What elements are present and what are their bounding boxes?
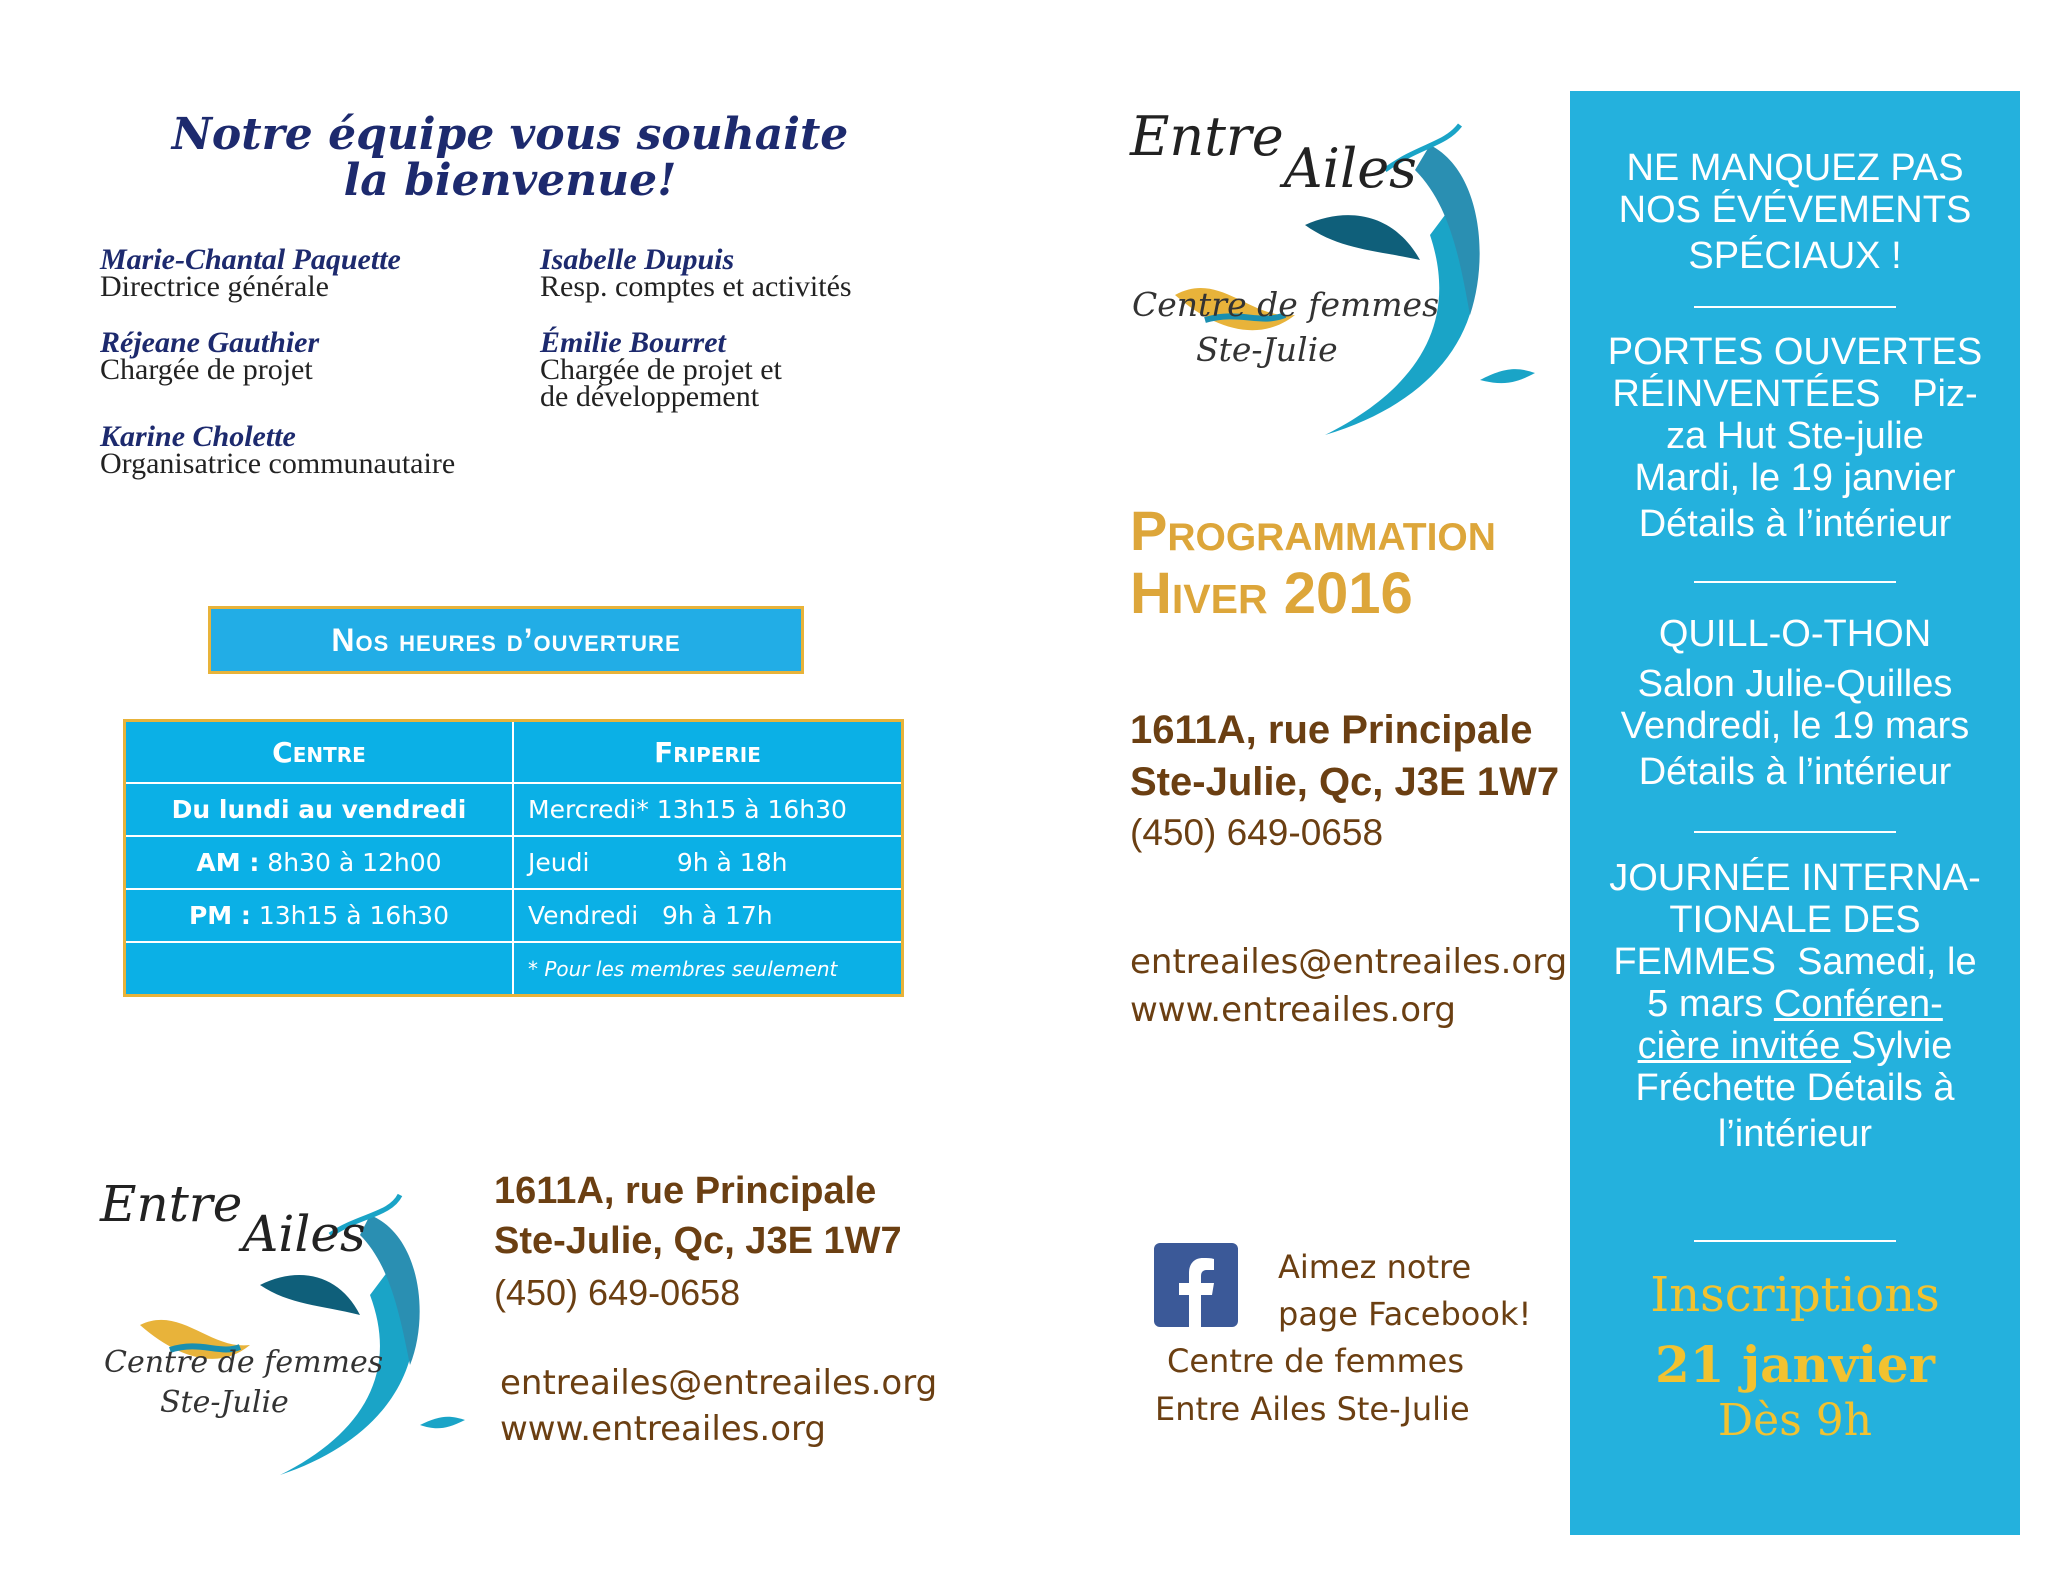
hours-banner [208, 606, 804, 674]
centre-cell: Du lundi au vendredi [125, 783, 514, 836]
events-header: NE MANQUEZ PAS NOS ÉVÉVEMENTS SPÉCIAUX ! [1618, 147, 1972, 277]
facebook-icon[interactable] [1154, 1243, 1238, 1327]
logo-sub-2: Ste-Julie [160, 1385, 289, 1420]
logo-title: EntreAiles [1130, 105, 1417, 200]
event-quill-o-thon: QUILL-O-THON Salon Julie-Quilles Vendredi, le 19 mars Détails à l’intérieur [1620, 613, 1970, 793]
friperie-cell: Mercredi* 13h15 à 16h30 [513, 783, 903, 836]
address-line-2: Ste-Julie, Qc, J3E 1W7 [494, 1220, 902, 1262]
welcome-title-line1: Notre équipe vous souhaite [171, 109, 849, 160]
staff-name: Marie-Chantal Paquette [100, 243, 401, 276]
divider [1694, 1240, 1896, 1242]
program-line-1: Programmation [1130, 499, 1496, 562]
divider [1694, 831, 1896, 833]
address-line-1: 1611A, rue Principale [494, 1170, 877, 1212]
staff-role: Organisatrice communautaire [100, 447, 456, 480]
welcome-title [100, 109, 920, 206]
address-line-2: Ste-Julie, Qc, J3E 1W7 [1130, 760, 1560, 804]
email-link[interactable]: entreailes@entreailes.org [500, 1363, 938, 1403]
staff-role: Directrice générale [100, 270, 329, 303]
inscriptions-date: 21 janvier [1654, 1335, 1936, 1394]
inscriptions-label: Inscriptions [1650, 1267, 1940, 1323]
website-link[interactable]: www.entreailes.org [1130, 990, 1456, 1030]
centre-cell: PM : 13h15 à 16h30 [125, 889, 514, 942]
welcome-title-line2: la bienvenue! [343, 155, 677, 206]
hours-banner-text: Nos heures d’ouverture [331, 622, 681, 658]
divider [1694, 581, 1896, 583]
table-header-row [125, 721, 903, 784]
facebook-line-2: page Facebook! [1278, 1295, 1532, 1333]
logo-sub-1: Centre de femmes [104, 1345, 384, 1380]
logo-sub-2: Ste-Julie [1196, 330, 1338, 369]
divider [1694, 306, 1896, 308]
staff-role: Resp. comptes et activités [540, 270, 852, 303]
inscriptions-time: Dès 9h [1717, 1395, 1873, 1446]
staff-role-2: de développement [540, 380, 760, 413]
email-link[interactable]: entreailes@entreailes.org [1130, 942, 1568, 982]
friperie-cell: Vendredi 9h à 17h [513, 889, 903, 942]
events-sidebar [1570, 91, 2020, 1535]
staff-name: Isabelle Dupuis [540, 243, 735, 276]
staff-role: Chargée de projet [100, 353, 313, 386]
program-line-2: Hiver 2016 [1130, 561, 1413, 626]
friperie-cell: Jeudi 9h à 18h [513, 836, 903, 889]
staff-member [540, 326, 782, 413]
col-centre: Centre [125, 721, 514, 784]
staff-name: Réjeane Gauthier [100, 326, 320, 359]
staff-member [100, 420, 456, 480]
members-note: * Pour les membres seulement [513, 942, 903, 996]
website-link[interactable]: www.entreailes.org [500, 1409, 826, 1449]
table-note-row [125, 942, 903, 996]
entre-ailes-logo [100, 1175, 480, 1485]
staff-name: Karine Cholette [100, 420, 296, 453]
event-portes-ouvertes: PORTES OUVERTES RÉINVENTÉES Piz- za Hut Ste-julie Mardi, le 19 janvier Détails à l’intérieur [1607, 331, 1983, 545]
table-row [125, 836, 903, 889]
phone-number: (450) 649-0658 [494, 1272, 741, 1313]
event-journee-femmes: JOURNÉE INTERNA- TIONALE DES FEMMES Samedi, le 5 mars Conféren- cière invitée Sylvie Fréchette Détails à l’intérieur [1609, 857, 1981, 1155]
conference-link-2[interactable]: cière invitée [1637, 1025, 1851, 1067]
facebook-line-4: Entre Ailes Ste-Julie [1155, 1390, 1470, 1428]
centre-cell: AM : 8h30 à 12h00 [125, 836, 514, 889]
empty-cell [125, 942, 514, 996]
col-friperie: Friperie [513, 721, 903, 784]
facebook-line-1: Aimez notre [1278, 1248, 1472, 1286]
staff-name: Émilie Bourret [540, 326, 726, 359]
staff-member [100, 326, 320, 386]
staff-role: Chargée de projet et [540, 353, 782, 386]
table-row [125, 783, 903, 836]
program-title [1130, 500, 1496, 626]
logo-title: EntreAiles [100, 1175, 366, 1263]
address-line-1: 1611A, rue Principale [1130, 708, 1533, 752]
facebook-line-3: Centre de femmes [1167, 1342, 1464, 1380]
staff-member [540, 243, 852, 303]
entre-ailes-logo [1130, 105, 1550, 445]
phone-number: (450) 649-0658 [1130, 812, 1384, 853]
staff-member [100, 243, 401, 303]
conference-link[interactable]: Conféren- [1773, 983, 1943, 1025]
logo-sub-1: Centre de femmes [1132, 285, 1440, 324]
hours-table [123, 719, 904, 997]
table-row [125, 889, 903, 942]
